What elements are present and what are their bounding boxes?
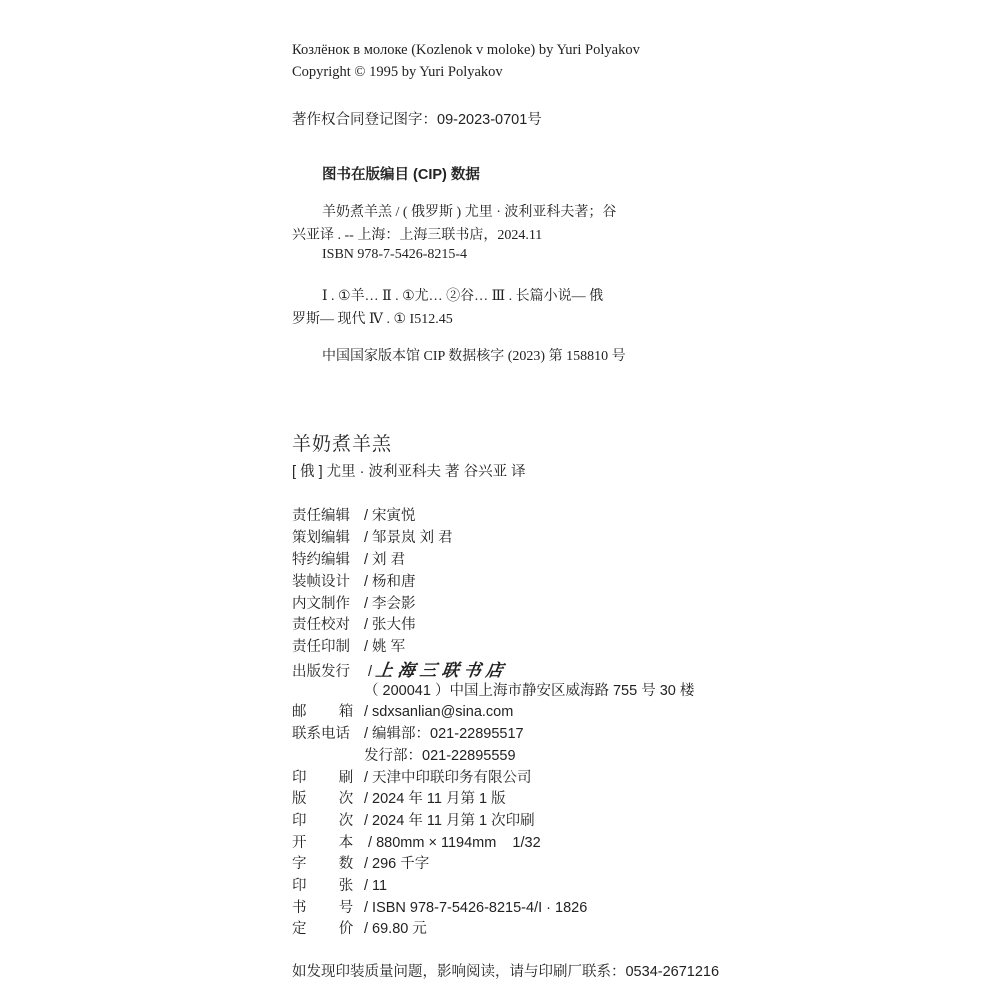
email-label: 邮 箱	[292, 704, 354, 720]
spec-row	[292, 874, 387, 895]
publisher-logo: 上海三联书店	[374, 661, 510, 681]
phone-row	[292, 722, 524, 743]
spec-value: / 2024 年 11 月第 1 次印刷	[364, 813, 535, 829]
phone-distribution: 发行部：021-22895559	[364, 748, 516, 764]
spec-value: / 880mm × 1194mm 1/32	[364, 835, 541, 851]
credit-value: / 刘 君	[364, 552, 406, 568]
spec-row	[292, 896, 587, 917]
credit-row	[292, 504, 416, 525]
spec-row	[292, 766, 532, 787]
credit-label: 责任校对	[292, 617, 350, 633]
spec-label: 书 号	[292, 900, 354, 916]
credit-label: 特约编辑	[292, 552, 350, 568]
credit-label: 策划编辑	[292, 530, 350, 546]
publisher-address: （ 200041 ）中国上海市静安区威海路 755 号 30 楼	[364, 683, 695, 699]
phone-label: 联系电话	[292, 726, 350, 742]
spec-value: / ISBN 978-7-5426-8215-4/I · 1826	[364, 900, 588, 916]
spec-value: / 296 千字	[364, 856, 430, 872]
quality-notice: 如发现印装质量问题，影响阅读，请与印刷厂联系：0534-2671216	[292, 964, 720, 980]
publisher-row	[292, 656, 508, 681]
publisher-label: 出版发行	[292, 664, 350, 680]
credit-row	[292, 570, 416, 591]
credit-row	[292, 526, 453, 547]
spec-value: / 2024 年 11 月第 1 版	[364, 791, 506, 807]
spec-label: 印 刷	[292, 770, 354, 786]
spec-label: 印 次	[292, 813, 354, 829]
phone-editorial: / 编辑部：021-22895517	[364, 726, 524, 742]
cip-line-isbn: ISBN 978-7-5426-8215-4	[322, 247, 468, 262]
credit-value: / 李会影	[364, 596, 416, 612]
credit-label: 责任印制	[292, 639, 350, 655]
book-authors: [ 俄 ] 尤里 · 波利亚科夫 著 谷兴亚 译	[292, 464, 526, 480]
credit-label: 装帧设计	[292, 574, 350, 590]
credit-value: / 姚 军	[364, 639, 406, 655]
spec-row	[292, 917, 427, 938]
spec-row	[292, 831, 541, 852]
credit-row	[292, 592, 416, 613]
credit-value: / 张大伟	[364, 617, 416, 633]
spec-label: 版 次	[292, 791, 354, 807]
spec-value: / 11	[364, 878, 388, 894]
spec-value: / 69.80 元	[364, 921, 427, 937]
cip-heading: 图书在版编目 (CIP) 数据	[322, 167, 480, 183]
spec-label: 开 本	[292, 835, 354, 851]
cip-line-1: 羊奶煮羊羔 / ( 俄罗斯 ) 尤里 · 波利亚科夫著；谷	[322, 205, 617, 220]
credit-value: / 邹景岚 刘 君	[364, 530, 453, 546]
cip-line-4: Ⅰ . ①羊… Ⅱ . ①尤… ②谷… Ⅲ . 长篇小说— 俄	[322, 289, 604, 304]
spec-value: / 天津中印联印务有限公司	[364, 770, 532, 786]
spec-label: 印 张	[292, 878, 354, 894]
email-row	[292, 700, 513, 721]
credit-label: 内文制作	[292, 596, 350, 612]
credit-label: 责任编辑	[292, 508, 350, 524]
credit-row	[292, 635, 405, 656]
cip-line-2: 兴亚译 . -- 上海：上海三联书店，2024.11	[292, 228, 543, 243]
spec-row	[292, 809, 535, 830]
credit-value: / 杨和唐	[364, 574, 416, 590]
book-title: 羊奶煮羊羔	[292, 434, 393, 455]
credit-value: / 宋寅悦	[364, 508, 416, 524]
spec-row	[292, 787, 506, 808]
cip-line-6: 中国国家版本馆 CIP 数据核字 (2023) 第 158810 号	[322, 349, 626, 364]
registration-line: 著作权合同登记图字：09-2023-0701号	[292, 112, 542, 128]
credit-row	[292, 548, 405, 569]
copyright-line: Copyright © 1995 by Yuri Polyakov	[292, 64, 503, 80]
original-title-line: Козлёнок в молоке (Kozlenok v moloke) by Yuri Polyakov	[292, 42, 640, 58]
spec-label: 字 数	[292, 856, 354, 872]
credit-row	[292, 613, 416, 634]
cip-line-5: 罗斯— 现代 Ⅳ . ① I512.45	[292, 312, 453, 327]
spec-label: 定 价	[292, 921, 354, 937]
publisher-separator: /	[364, 664, 377, 680]
spec-row	[292, 852, 429, 873]
email-value: / sdxsanlian@sina.com	[364, 704, 514, 720]
